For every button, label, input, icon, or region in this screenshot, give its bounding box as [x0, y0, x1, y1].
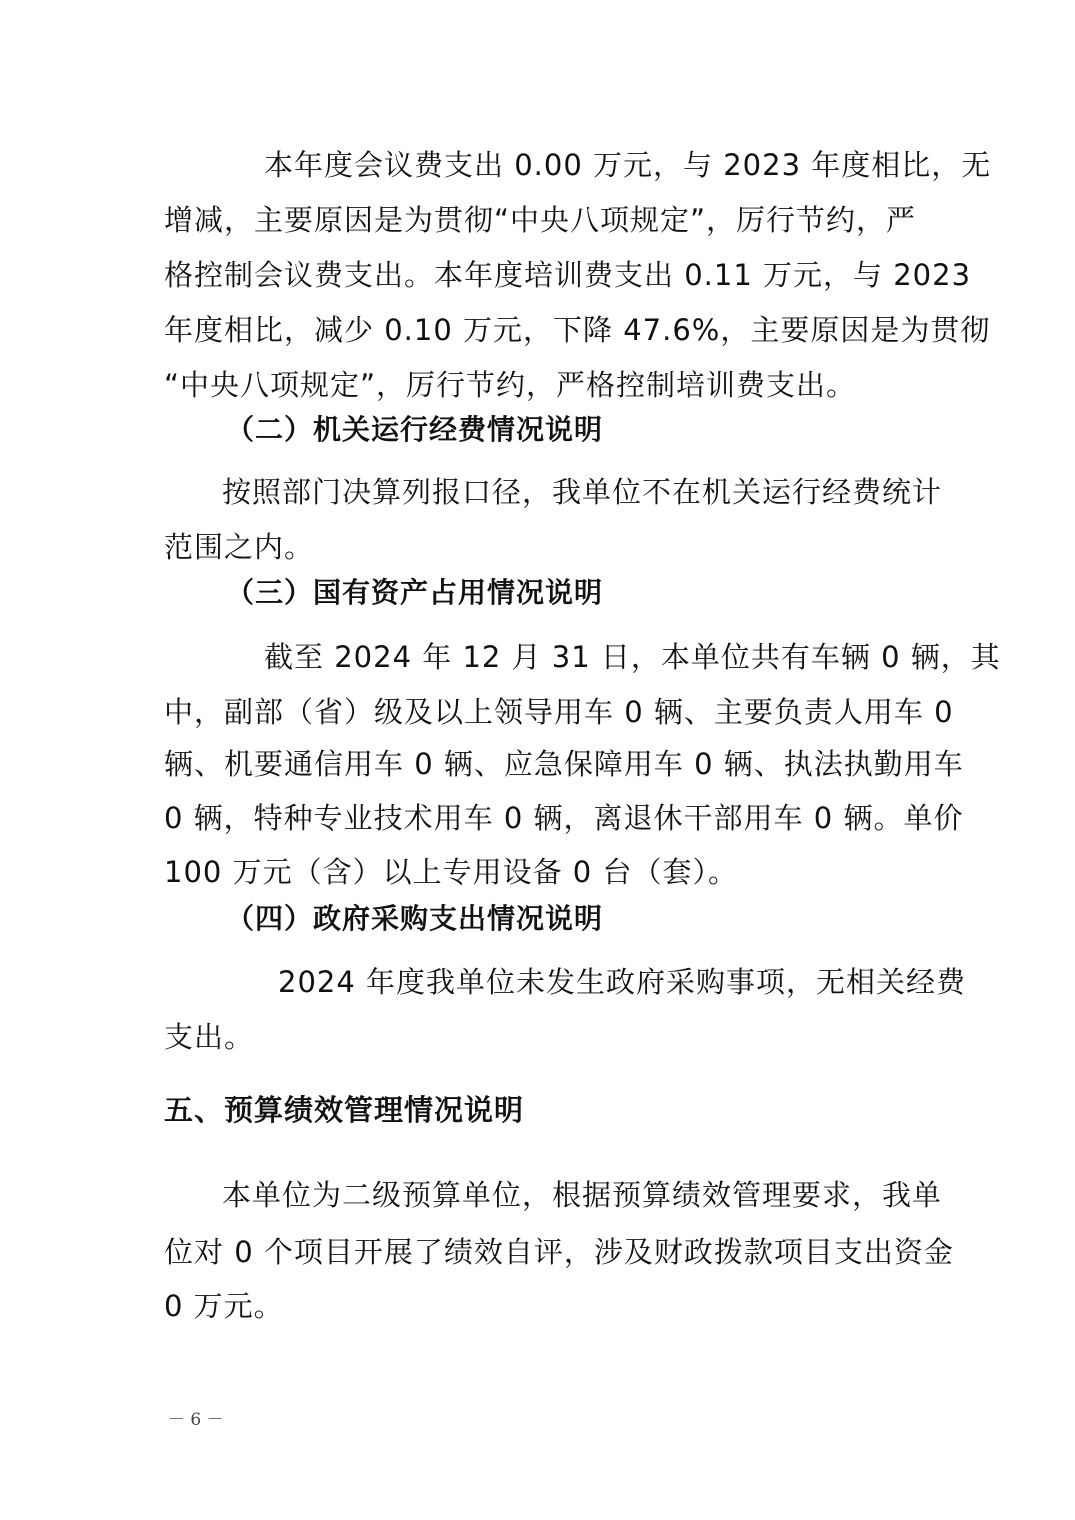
paragraph-line: 100 万元（含）以上专用设备 0 台（套）。 [164, 855, 738, 889]
paragraph-line: 年度相比，减少 0.10 万元，下降 47.6%，主要原因是为贯彻 [164, 313, 991, 347]
paragraph-line: 辆、机要通信用车 0 辆、应急保障用车 0 辆、执法执勤用车 [164, 747, 964, 781]
paragraph-line: 增减，主要原因是为贯彻“中央八项规定”，厉行节约，严 [164, 203, 917, 237]
page-number: － 6 － [168, 1410, 224, 1430]
paragraph-line: 格控制会议费支出。本年度培训费支出 0.11 万元，与 2023 [164, 258, 972, 292]
paragraph-line: 0 辆，特种专业技术用车 0 辆，离退休干部用车 0 辆。单价 [164, 801, 964, 835]
paragraph-line: 按照部门决算列报口径，我单位不在机关运行经费统计 [222, 475, 943, 509]
paragraph-line: “中央八项规定”，厉行节约，严格控制培训费支出。 [164, 368, 857, 402]
section-heading-agency-operating-costs: （二）机关运行经费情况说明 [226, 413, 604, 446]
section-heading-government-procurement: （四）政府采购支出情况说明 [226, 902, 604, 935]
section-heading-performance-management: 五、预算绩效管理情况说明 [164, 1093, 525, 1127]
paragraph-line: 本单位为二级预算单位，根据预算绩效管理要求，我单 [222, 1178, 943, 1212]
paragraph-line: 范围之内。 [164, 530, 315, 564]
paragraph-line: 0 万元。 [164, 1289, 284, 1323]
paragraph-line: 2024 年度我单位未发生政府采购事项，无相关经费 [278, 965, 967, 999]
paragraph-line: 截至 2024 年 12 月 31 日，本单位共有车辆 0 辆，其 [264, 640, 1001, 674]
paragraph-line: 位对 0 个项目开展了绩效自评，涉及财政拨款项目支出资金 [164, 1235, 954, 1269]
paragraph-line: 支出。 [164, 1020, 255, 1054]
section-heading-state-assets: （三）国有资产占用情况说明 [226, 576, 604, 609]
paragraph-line: 中，副部（省）级及以上领导用车 0 辆、主要负责人用车 0 [164, 695, 954, 729]
paragraph-line: 本年度会议费支出 0.00 万元，与 2023 年度相比，无 [264, 148, 992, 182]
